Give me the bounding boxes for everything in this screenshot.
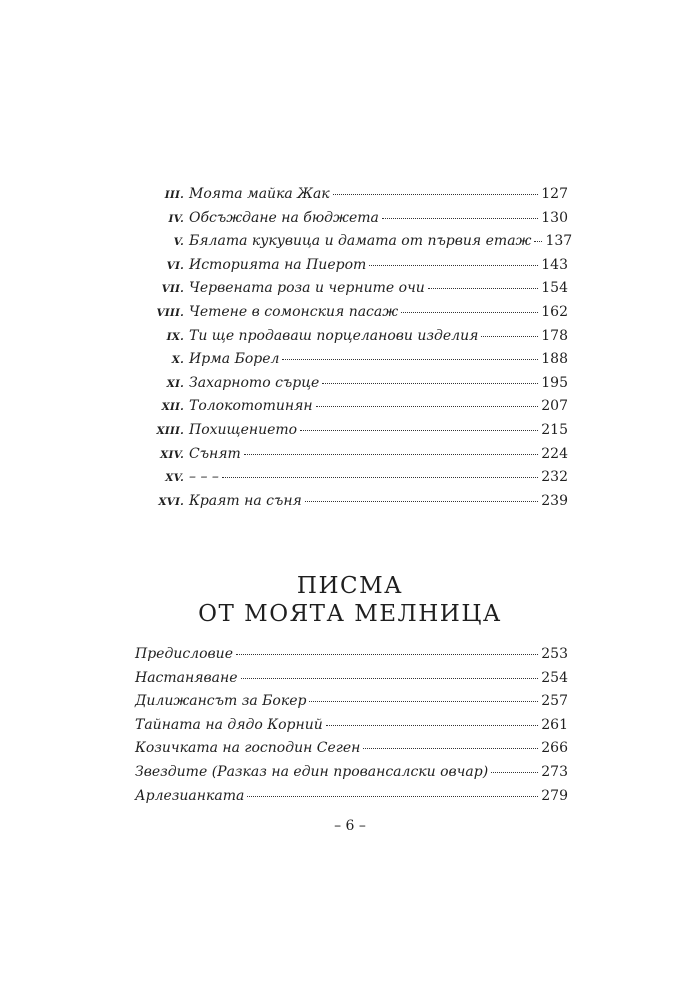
letter-page: 266	[541, 740, 568, 757]
letter-title: Настаняване	[135, 669, 238, 686]
chapter-number: XVI.	[158, 495, 184, 508]
letter-page: 253	[541, 646, 568, 662]
chapter-page: 154	[541, 280, 568, 297]
dot-leader	[241, 678, 539, 679]
chapter-number: XIV.	[160, 448, 184, 461]
toc-row-chapter[interactable]	[135, 422, 568, 446]
toc-row-chapter[interactable]	[135, 398, 568, 422]
letter-title: Арлезианката	[135, 787, 245, 804]
toc-row-chapter[interactable]	[135, 328, 568, 352]
toc-row-letter[interactable]	[135, 740, 568, 764]
chapter-title: Ти ще продаваш порцеланови изделия	[189, 327, 479, 344]
letter-page: 254	[541, 669, 568, 686]
chapter-title: Бялата кукувица и дамата от първия етаж	[189, 233, 532, 250]
chapter-title: Похищението	[189, 421, 298, 438]
toc-row-chapter[interactable]	[135, 469, 568, 493]
chapter-number: VIII.	[156, 306, 184, 319]
toc-row-letter[interactable]	[135, 764, 568, 788]
toc-row-letter[interactable]	[135, 646, 568, 670]
chapter-page: 215	[541, 421, 568, 438]
chapter-title: Историята на Пиерот	[189, 256, 367, 273]
dot-leader	[316, 406, 539, 407]
toc-row-letter[interactable]	[135, 693, 568, 717]
letter-title: Предисловие	[135, 646, 233, 662]
letter-page: 273	[541, 763, 568, 780]
chapter-number: VII.	[161, 283, 184, 296]
toc-row-chapter[interactable]	[135, 493, 568, 517]
dot-leader	[428, 288, 538, 289]
chapter-title: Ирма Борел	[189, 351, 280, 368]
dot-leader	[363, 748, 538, 749]
letter-title: Дилижансът за Бокер	[135, 693, 307, 710]
dot-leader	[401, 312, 538, 313]
toc-row-chapter[interactable]	[135, 304, 568, 328]
dot-leader	[244, 454, 538, 455]
chapter-number: VI.	[166, 259, 184, 272]
chapter-title: Толокототинян	[189, 398, 313, 415]
letter-title: Тайната на дядо Корний	[135, 716, 323, 733]
chapter-page: 239	[541, 492, 568, 509]
chapter-number: X.	[171, 354, 184, 367]
chapter-page: 188	[541, 351, 568, 368]
chapter-page: 224	[541, 445, 568, 462]
chapter-page: 178	[541, 327, 568, 344]
chapter-number: III.	[164, 189, 184, 201]
dot-leader	[247, 796, 538, 797]
dot-leader	[326, 725, 539, 726]
dot-leader	[300, 430, 538, 431]
chapter-number: XI.	[166, 377, 184, 390]
chapter-page: 195	[541, 374, 568, 391]
section-heading-line-1: ПИСМА	[296, 573, 404, 599]
chapter-number: IX.	[166, 330, 184, 343]
toc-row-chapter[interactable]	[135, 233, 573, 257]
chapter-number: XV.	[165, 472, 184, 485]
toc-row-chapter[interactable]	[135, 446, 568, 470]
dot-leader	[491, 772, 538, 773]
toc-row-letter[interactable]	[135, 788, 568, 812]
chapter-title: – – –	[189, 469, 219, 486]
chapter-number: IV.	[168, 212, 184, 225]
toc-row-chapter[interactable]	[135, 351, 568, 375]
dot-leader	[382, 218, 538, 219]
dot-leader	[333, 194, 539, 195]
dot-leader	[309, 701, 538, 702]
chapter-page: 127	[541, 186, 568, 202]
letter-title: Звездите (Разказ на един провансалски овчар)	[135, 763, 489, 780]
dot-leader	[282, 359, 538, 360]
chapter-title: Краят на съня	[189, 492, 302, 509]
chapter-page: 137	[545, 233, 573, 250]
chapter-number: XII.	[161, 401, 184, 414]
chapter-page: 143	[541, 256, 568, 273]
chapter-number: XIII.	[156, 424, 184, 437]
toc-row-chapter[interactable]	[135, 375, 568, 399]
toc-row-chapter[interactable]	[135, 186, 568, 210]
toc-row-letter[interactable]	[135, 670, 568, 694]
chapter-title: Моята майка Жак	[189, 186, 330, 202]
letters-toc	[135, 646, 568, 811]
chapters-toc	[135, 186, 573, 516]
chapter-page: 207	[541, 398, 568, 415]
page-number: – 6 –	[334, 818, 366, 834]
letter-page: 279	[541, 787, 568, 804]
chapter-number: V.	[173, 236, 184, 249]
letter-title: Козичката на господин Сеген	[135, 740, 361, 757]
toc-row-letter[interactable]	[135, 717, 568, 741]
toc-row-chapter[interactable]	[135, 280, 568, 304]
dot-leader	[236, 654, 538, 655]
dot-leader	[222, 477, 538, 478]
toc-row-chapter[interactable]	[135, 257, 568, 281]
letter-page: 257	[541, 693, 568, 710]
chapter-page: 232	[541, 469, 568, 486]
dot-leader	[534, 241, 542, 242]
dot-leader	[481, 336, 538, 337]
chapter-page: 162	[541, 303, 568, 320]
chapter-title: Червената роза и черните очи	[189, 280, 425, 297]
chapter-page: 130	[541, 209, 568, 226]
chapter-title: Обсъждане на бюджета	[189, 209, 379, 226]
chapter-title: Захарното сърце	[189, 374, 320, 391]
letter-page: 261	[541, 716, 568, 733]
chapter-title: Четене в сомонския пасаж	[189, 303, 399, 320]
dot-leader	[305, 501, 538, 502]
section-heading-line-2: ОТ МОЯТА МЕЛНИЦА	[198, 601, 502, 627]
toc-row-chapter[interactable]	[135, 210, 568, 234]
dot-leader	[322, 383, 538, 384]
chapter-title: Сънят	[189, 445, 241, 462]
dot-leader	[369, 265, 538, 266]
